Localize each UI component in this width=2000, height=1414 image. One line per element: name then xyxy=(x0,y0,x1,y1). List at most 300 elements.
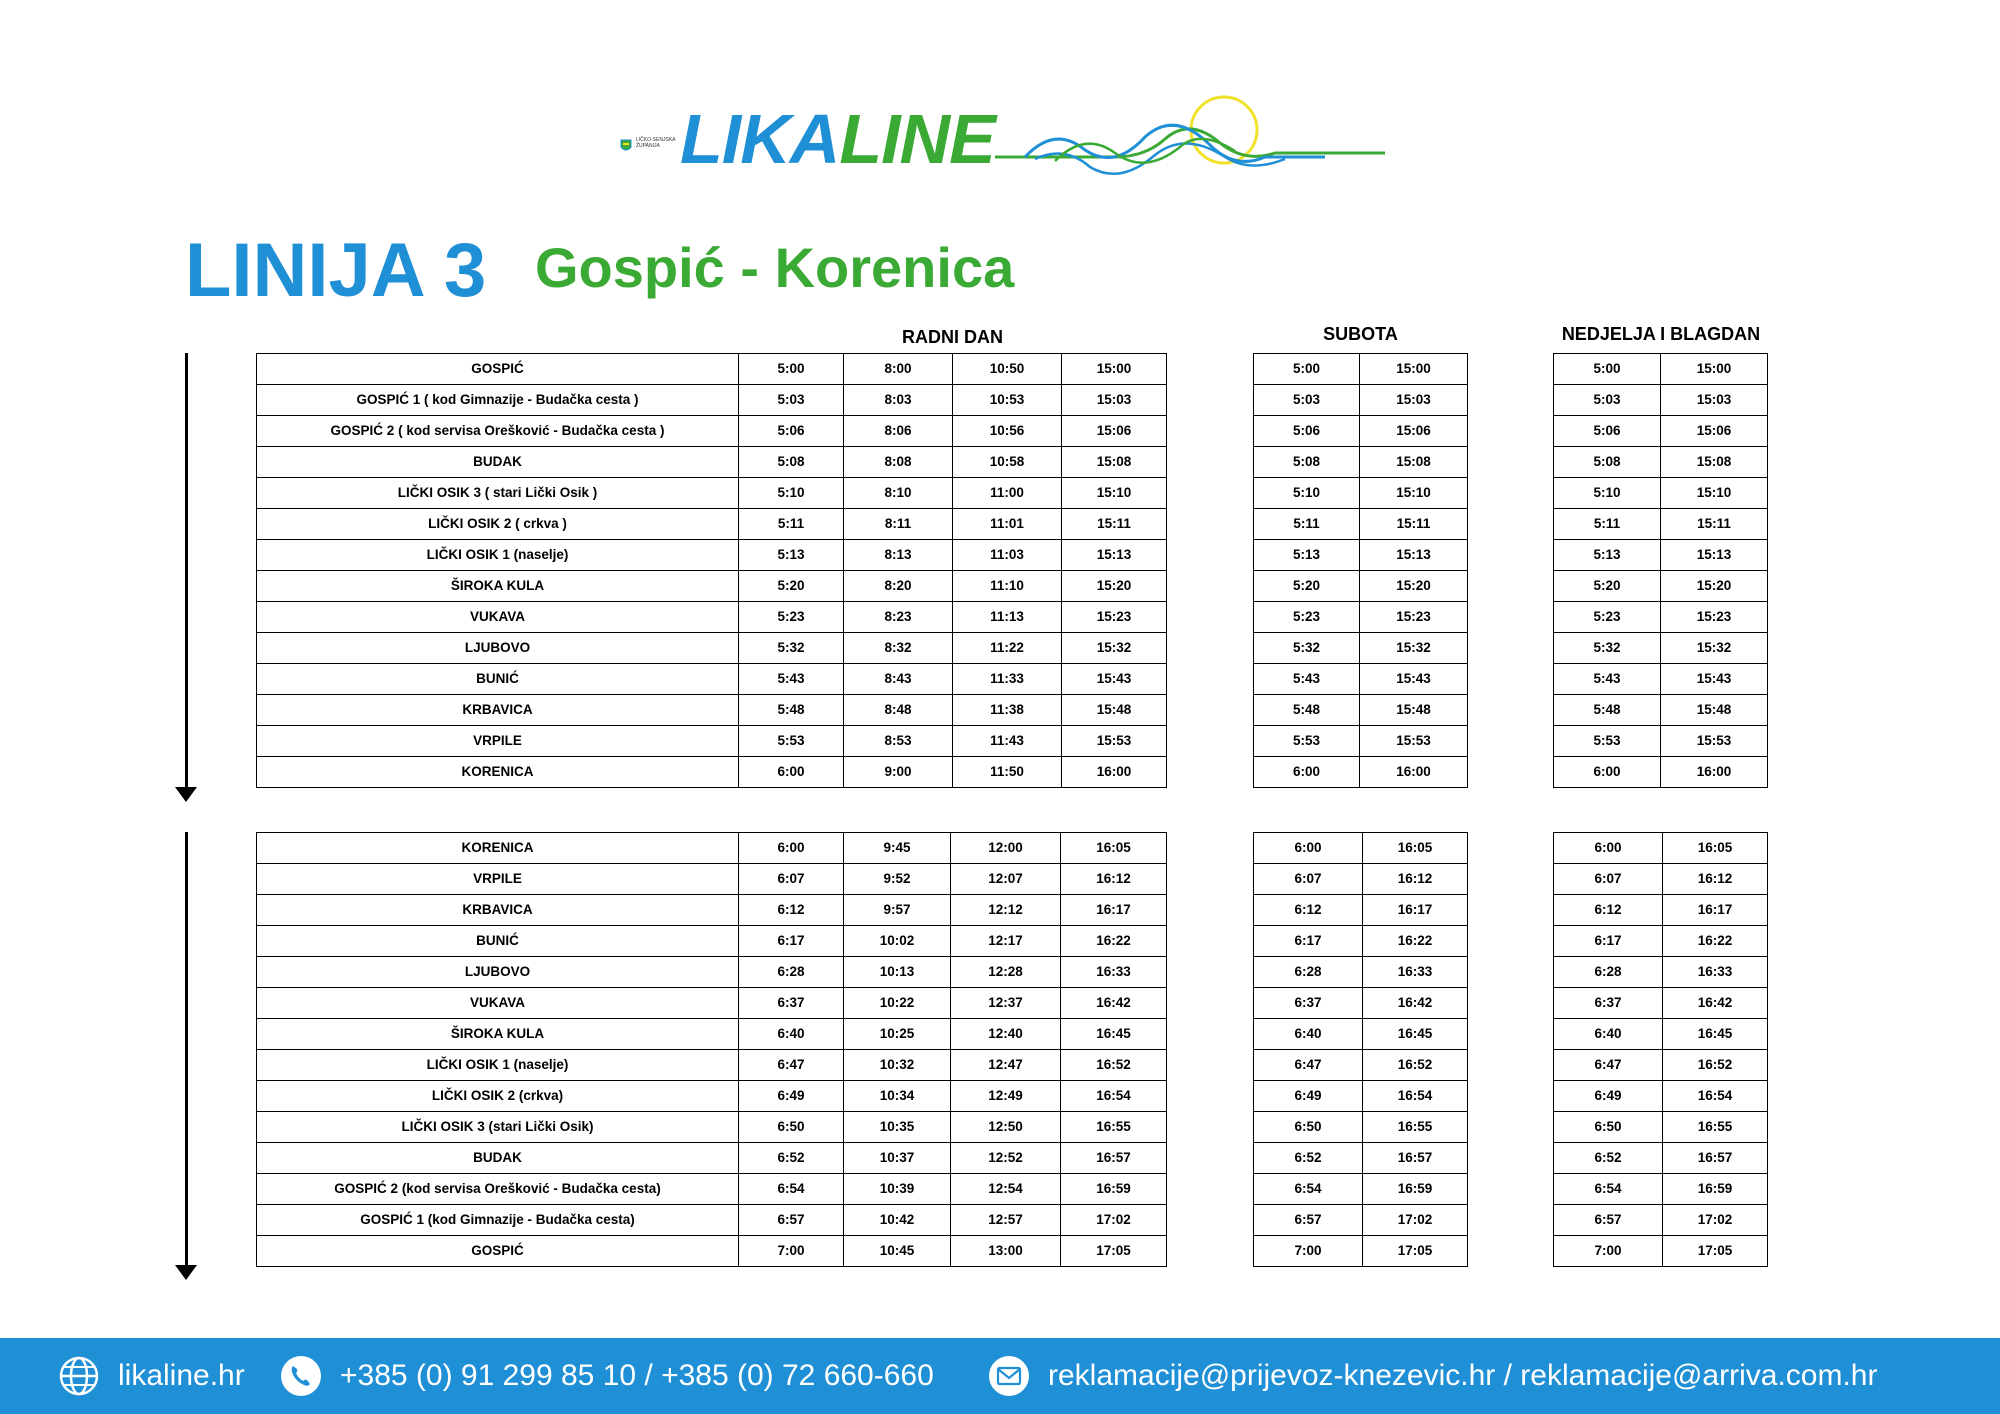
departure-time: 11:01 xyxy=(953,509,1062,540)
departure-time: 15:32 xyxy=(1360,633,1468,664)
departure-time: 10:35 xyxy=(844,1112,951,1143)
departure-time: 16:00 xyxy=(1661,757,1768,788)
departure-time: 6:00 xyxy=(1254,833,1363,864)
departure-time: 15:23 xyxy=(1062,602,1167,633)
departure-time: 16:54 xyxy=(1061,1081,1167,1112)
departure-time: 10:25 xyxy=(844,1019,951,1050)
table-row xyxy=(1554,988,1768,1019)
departure-time: 10:37 xyxy=(844,1143,951,1174)
table-row xyxy=(1254,447,1468,478)
stop-name: GOSPIĆ xyxy=(257,1236,739,1267)
stop-name: LIČKI OSIK 3 (stari Lički Osik) xyxy=(257,1112,739,1143)
departure-time: 12:28 xyxy=(951,957,1061,988)
departure-time: 16:22 xyxy=(1663,926,1768,957)
departure-time: 6:28 xyxy=(739,957,844,988)
table-row xyxy=(1554,1081,1768,1112)
departure-time: 12:47 xyxy=(951,1050,1061,1081)
table-row xyxy=(1554,926,1768,957)
arrow-head-outbound xyxy=(175,787,197,802)
table-row xyxy=(257,757,1167,788)
table-row xyxy=(1254,726,1468,757)
departure-time: 15:11 xyxy=(1360,509,1468,540)
departure-time: 12:57 xyxy=(951,1205,1061,1236)
departure-time: 8:23 xyxy=(844,602,953,633)
departure-time: 5:13 xyxy=(1554,540,1661,571)
table-row xyxy=(257,633,1167,664)
table-row xyxy=(1554,695,1768,726)
departure-time: 11:38 xyxy=(953,695,1062,726)
departure-time: 16:17 xyxy=(1663,895,1768,926)
brand-part-line: LINE xyxy=(839,100,995,178)
departure-time: 5:03 xyxy=(1254,385,1360,416)
departure-time: 8:32 xyxy=(844,633,953,664)
departure-time: 5:08 xyxy=(1254,447,1360,478)
departure-time: 11:13 xyxy=(953,602,1062,633)
departure-time: 17:05 xyxy=(1061,1236,1167,1267)
stop-name: BUDAK xyxy=(257,447,739,478)
departure-time: 16:42 xyxy=(1363,988,1468,1019)
departure-time: 15:13 xyxy=(1360,540,1468,571)
stop-name: LIČKI OSIK 1 (naselje) xyxy=(257,540,739,571)
stop-name: KRBAVICA xyxy=(257,895,739,926)
stop-name: KORENICA xyxy=(257,757,739,788)
table-row xyxy=(1254,988,1468,1019)
departure-time: 12:52 xyxy=(951,1143,1061,1174)
stop-name: LIČKI OSIK 1 (naselje) xyxy=(257,1050,739,1081)
departure-time: 15:03 xyxy=(1062,385,1167,416)
table-row xyxy=(1554,509,1768,540)
table-row xyxy=(1554,664,1768,695)
table-row xyxy=(1554,895,1768,926)
table-row xyxy=(257,1236,1167,1267)
departure-time: 15:00 xyxy=(1360,354,1468,385)
departure-time: 6:40 xyxy=(1254,1019,1363,1050)
departure-time: 5:20 xyxy=(1554,571,1661,602)
departure-time: 16:12 xyxy=(1061,864,1167,895)
departure-time: 16:57 xyxy=(1363,1143,1468,1174)
departure-time: 15:53 xyxy=(1661,726,1768,757)
departure-time: 16:52 xyxy=(1061,1050,1167,1081)
departure-time: 6:07 xyxy=(1254,864,1363,895)
table-row xyxy=(257,540,1167,571)
departure-time: 15:06 xyxy=(1360,416,1468,447)
departure-time: 10:50 xyxy=(953,354,1062,385)
departure-time: 16:00 xyxy=(1360,757,1468,788)
departure-time: 6:47 xyxy=(1554,1050,1663,1081)
table-row xyxy=(257,664,1167,695)
table-row xyxy=(257,447,1167,478)
stop-name: VRPILE xyxy=(257,864,739,895)
departure-time: 5:13 xyxy=(1254,540,1360,571)
departure-time: 6:47 xyxy=(739,1050,844,1081)
departure-time: 6:00 xyxy=(739,833,844,864)
departure-time: 15:20 xyxy=(1360,571,1468,602)
departure-time: 15:23 xyxy=(1661,602,1768,633)
departure-time: 16:17 xyxy=(1363,895,1468,926)
departure-time: 16:59 xyxy=(1061,1174,1167,1205)
departure-time: 15:10 xyxy=(1661,478,1768,509)
departure-time: 6:50 xyxy=(1254,1112,1363,1143)
table-row xyxy=(257,1050,1167,1081)
departure-time: 15:00 xyxy=(1062,354,1167,385)
footer-bar xyxy=(0,1338,2000,1414)
departure-time: 15:43 xyxy=(1661,664,1768,695)
departure-time: 7:00 xyxy=(739,1236,844,1267)
departure-time: 6:28 xyxy=(1254,957,1363,988)
departure-time: 15:10 xyxy=(1360,478,1468,509)
table-row xyxy=(1254,478,1468,509)
departure-time: 5:11 xyxy=(1254,509,1360,540)
departure-time: 16:42 xyxy=(1663,988,1768,1019)
departure-time: 5:48 xyxy=(1254,695,1360,726)
departure-time: 17:02 xyxy=(1663,1205,1768,1236)
departure-time: 16:45 xyxy=(1663,1019,1768,1050)
departure-time: 16:52 xyxy=(1363,1050,1468,1081)
departure-time: 7:00 xyxy=(1254,1236,1363,1267)
departure-time: 15:03 xyxy=(1661,385,1768,416)
departure-time: 16:33 xyxy=(1061,957,1167,988)
departure-time: 10:34 xyxy=(844,1081,951,1112)
footer-phones xyxy=(280,1338,934,1414)
departure-time: 5:48 xyxy=(1554,695,1661,726)
table-row xyxy=(1554,385,1768,416)
weekday-heading: RADNI DAN xyxy=(902,327,1003,347)
departure-time: 6:57 xyxy=(1554,1205,1663,1236)
sunday-heading: NEDJELJA I BLAGDAN xyxy=(1561,324,1761,344)
stop-name: BUNIĆ xyxy=(257,926,739,957)
mountain-waves-sun-icon xyxy=(995,95,1385,185)
table-row xyxy=(1254,1174,1468,1205)
departure-time: 6:40 xyxy=(739,1019,844,1050)
stop-name: LIČKI OSIK 3 ( stari Lički Osik ) xyxy=(257,478,739,509)
departure-time: 6:17 xyxy=(739,926,844,957)
departure-time: 16:55 xyxy=(1363,1112,1468,1143)
departure-time: 6:07 xyxy=(739,864,844,895)
table-row xyxy=(257,354,1167,385)
departure-time: 11:10 xyxy=(953,571,1062,602)
departure-time: 5:48 xyxy=(739,695,844,726)
crest-text: LIČKO-SENJSKA ŽUPANIJA xyxy=(636,137,676,149)
brand-part-lika: LIKA xyxy=(680,100,840,178)
table-row xyxy=(257,695,1167,726)
departure-time: 6:17 xyxy=(1554,926,1663,957)
table-row xyxy=(1254,416,1468,447)
phone-numbers: +385 (0) 91 299 85 10 / +385 (0) 72 660-660 xyxy=(340,1359,934,1392)
departure-time: 9:52 xyxy=(844,864,951,895)
departure-time: 5:11 xyxy=(1554,509,1661,540)
departure-time: 10:45 xyxy=(844,1236,951,1267)
departure-time: 6:17 xyxy=(1254,926,1363,957)
email-addresses[interactable]: reklamacije@prijevoz-knezevic.hr / reklamacije@arriva.com.hr xyxy=(1048,1359,1878,1392)
table-row xyxy=(1254,1205,1468,1236)
table-row xyxy=(257,926,1167,957)
departure-time: 6:47 xyxy=(1254,1050,1363,1081)
departure-time: 8:00 xyxy=(844,354,953,385)
table-row xyxy=(1554,1019,1768,1050)
table-row xyxy=(257,864,1167,895)
departure-time: 10:32 xyxy=(844,1050,951,1081)
table-row xyxy=(1554,602,1768,633)
departure-time: 16:59 xyxy=(1663,1174,1768,1205)
departure-time: 15:53 xyxy=(1360,726,1468,757)
table-row xyxy=(1254,633,1468,664)
table-row xyxy=(1554,1174,1768,1205)
stop-name: GOSPIĆ 1 ( kod Gimnazije - Budačka cesta ) xyxy=(257,385,739,416)
departure-time: 16:42 xyxy=(1061,988,1167,1019)
departure-time: 7:00 xyxy=(1554,1236,1663,1267)
departure-time: 12:07 xyxy=(951,864,1061,895)
departure-time: 16:22 xyxy=(1061,926,1167,957)
departure-time: 15:11 xyxy=(1062,509,1167,540)
stop-name: ŠIROKA KULA xyxy=(257,571,739,602)
departure-time: 5:23 xyxy=(739,602,844,633)
logo xyxy=(620,95,1390,185)
departure-time: 10:53 xyxy=(953,385,1062,416)
departure-time: 12:54 xyxy=(951,1174,1061,1205)
table-row xyxy=(1554,1112,1768,1143)
stop-name: ŠIROKA KULA xyxy=(257,1019,739,1050)
departure-time: 8:11 xyxy=(844,509,953,540)
departure-time: 6:37 xyxy=(739,988,844,1019)
departure-time: 15:00 xyxy=(1661,354,1768,385)
departure-time: 16:55 xyxy=(1663,1112,1768,1143)
stop-name: GOSPIĆ 1 (kod Gimnazije - Budačka cesta) xyxy=(257,1205,739,1236)
stop-name: LJUBOVO xyxy=(257,957,739,988)
table-row xyxy=(1254,895,1468,926)
departure-time: 15:43 xyxy=(1360,664,1468,695)
website-link[interactable]: likaline.hr xyxy=(118,1359,245,1392)
line-number: LINIJA 3 xyxy=(185,228,487,313)
departure-time: 16:59 xyxy=(1363,1174,1468,1205)
departure-time: 5:08 xyxy=(1554,447,1661,478)
departure-time: 15:20 xyxy=(1661,571,1768,602)
table-row xyxy=(1554,757,1768,788)
departure-time: 8:48 xyxy=(844,695,953,726)
table-row xyxy=(1254,354,1468,385)
stop-name: BUNIĆ xyxy=(257,664,739,695)
weekday-table-outbound xyxy=(256,353,1167,788)
departure-time: 15:23 xyxy=(1360,602,1468,633)
departure-time: 5:13 xyxy=(739,540,844,571)
stop-name: KRBAVICA xyxy=(257,695,739,726)
table-row xyxy=(1254,1050,1468,1081)
departure-time: 5:43 xyxy=(739,664,844,695)
departure-time: 16:33 xyxy=(1663,957,1768,988)
table-row xyxy=(1554,633,1768,664)
table-row xyxy=(257,988,1167,1019)
departure-time: 16:05 xyxy=(1363,833,1468,864)
departure-time: 6:54 xyxy=(1554,1174,1663,1205)
departure-time: 12:17 xyxy=(951,926,1061,957)
departure-time: 11:43 xyxy=(953,726,1062,757)
departure-time: 5:53 xyxy=(739,726,844,757)
departure-time: 6:00 xyxy=(739,757,844,788)
departure-time: 6:28 xyxy=(1554,957,1663,988)
departure-time: 5:10 xyxy=(1254,478,1360,509)
departure-time: 5:03 xyxy=(739,385,844,416)
departure-time: 15:06 xyxy=(1661,416,1768,447)
stop-name: GOSPIĆ 2 ( kod servisa Orešković - Budačka cesta ) xyxy=(257,416,739,447)
departure-time: 11:03 xyxy=(953,540,1062,571)
stop-name: VRPILE xyxy=(257,726,739,757)
departure-time: 15:32 xyxy=(1661,633,1768,664)
departure-time: 6:37 xyxy=(1554,988,1663,1019)
table-row xyxy=(1254,833,1468,864)
departure-time: 8:06 xyxy=(844,416,953,447)
stop-name: VUKAVA xyxy=(257,602,739,633)
departure-time: 6:00 xyxy=(1554,757,1661,788)
departure-time: 8:43 xyxy=(844,664,953,695)
departure-time: 6:12 xyxy=(1254,895,1363,926)
departure-time: 5:32 xyxy=(1554,633,1661,664)
departure-time: 17:05 xyxy=(1363,1236,1468,1267)
departure-time: 8:10 xyxy=(844,478,953,509)
departure-time: 6:40 xyxy=(1554,1019,1663,1050)
departure-time: 16:05 xyxy=(1061,833,1167,864)
departure-time: 15:08 xyxy=(1360,447,1468,478)
departure-time: 15:48 xyxy=(1360,695,1468,726)
stop-name: GOSPIĆ xyxy=(257,354,739,385)
stop-name: GOSPIĆ 2 (kod servisa Orešković - Budačka cesta) xyxy=(257,1174,739,1205)
table-row xyxy=(1254,695,1468,726)
saturday-table-outbound xyxy=(1253,353,1468,788)
arrow-head-return xyxy=(175,1265,197,1280)
table-row xyxy=(257,1081,1167,1112)
stop-name: LIČKI OSIK 2 ( crkva ) xyxy=(257,509,739,540)
departure-time: 9:57 xyxy=(844,895,951,926)
departure-time: 16:00 xyxy=(1062,757,1167,788)
departure-time: 5:06 xyxy=(1554,416,1661,447)
departure-time: 15:48 xyxy=(1062,695,1167,726)
table-row xyxy=(1254,385,1468,416)
table-row xyxy=(1554,1236,1768,1267)
departure-time: 16:54 xyxy=(1663,1081,1768,1112)
departure-time: 6:52 xyxy=(739,1143,844,1174)
departure-time: 11:22 xyxy=(953,633,1062,664)
departure-time: 5:32 xyxy=(739,633,844,664)
table-row xyxy=(257,478,1167,509)
departure-time: 16:54 xyxy=(1363,1081,1468,1112)
table-row xyxy=(1254,957,1468,988)
departure-time: 15:03 xyxy=(1360,385,1468,416)
departure-time: 15:43 xyxy=(1062,664,1167,695)
departure-time: 11:50 xyxy=(953,757,1062,788)
table-row xyxy=(1554,1050,1768,1081)
departure-time: 16:12 xyxy=(1363,864,1468,895)
departure-time: 6:00 xyxy=(1254,757,1360,788)
departure-time: 15:11 xyxy=(1661,509,1768,540)
departure-time: 15:13 xyxy=(1062,540,1167,571)
departure-time: 12:37 xyxy=(951,988,1061,1019)
table-row xyxy=(257,1205,1167,1236)
departure-time: 8:53 xyxy=(844,726,953,757)
departure-time: 10:13 xyxy=(844,957,951,988)
departure-time: 6:54 xyxy=(1254,1174,1363,1205)
table-row xyxy=(257,833,1167,864)
departure-time: 5:06 xyxy=(739,416,844,447)
departure-time: 5:00 xyxy=(739,354,844,385)
departure-time: 16:33 xyxy=(1363,957,1468,988)
table-row xyxy=(1254,757,1468,788)
departure-time: 16:12 xyxy=(1663,864,1768,895)
departure-time: 10:02 xyxy=(844,926,951,957)
departure-time: 5:23 xyxy=(1254,602,1360,633)
departure-time: 6:12 xyxy=(1554,895,1663,926)
table-row xyxy=(257,1143,1167,1174)
departure-time: 16:17 xyxy=(1061,895,1167,926)
departure-time: 6:12 xyxy=(739,895,844,926)
departure-time: 6:50 xyxy=(1554,1112,1663,1143)
departure-time: 10:42 xyxy=(844,1205,951,1236)
direction-arrow-outbound xyxy=(185,353,188,787)
table-row xyxy=(1254,509,1468,540)
departure-time: 12:00 xyxy=(951,833,1061,864)
table-row xyxy=(1254,864,1468,895)
table-row xyxy=(1554,354,1768,385)
departure-time: 17:02 xyxy=(1363,1205,1468,1236)
table-row xyxy=(1254,1081,1468,1112)
table-row xyxy=(257,1174,1167,1205)
saturday-table-return xyxy=(1253,832,1468,1267)
table-row xyxy=(1254,1019,1468,1050)
footer-website[interactable] xyxy=(58,1338,245,1414)
table-row xyxy=(1554,447,1768,478)
departure-time: 5:32 xyxy=(1254,633,1360,664)
departure-time: 10:22 xyxy=(844,988,951,1019)
table-row xyxy=(1254,1112,1468,1143)
departure-time: 6:50 xyxy=(739,1112,844,1143)
direction-arrow-return xyxy=(185,832,188,1265)
table-row xyxy=(1254,1236,1468,1267)
stop-name: KORENICA xyxy=(257,833,739,864)
departure-time: 6:54 xyxy=(739,1174,844,1205)
departure-time: 5:53 xyxy=(1254,726,1360,757)
departure-time: 5:11 xyxy=(739,509,844,540)
departure-time: 11:33 xyxy=(953,664,1062,695)
table-row xyxy=(1554,864,1768,895)
table-row xyxy=(1254,926,1468,957)
departure-time: 6:57 xyxy=(739,1205,844,1236)
departure-time: 10:58 xyxy=(953,447,1062,478)
table-row xyxy=(257,416,1167,447)
departure-time: 16:45 xyxy=(1061,1019,1167,1050)
table-row xyxy=(1554,726,1768,757)
departure-time: 6:37 xyxy=(1254,988,1363,1019)
departure-time: 5:20 xyxy=(739,571,844,602)
sunday-table-outbound xyxy=(1553,353,1768,788)
departure-time: 5:43 xyxy=(1554,664,1661,695)
departure-time: 12:50 xyxy=(951,1112,1061,1143)
departure-time: 5:00 xyxy=(1254,354,1360,385)
departure-time: 6:57 xyxy=(1254,1205,1363,1236)
departure-time: 10:56 xyxy=(953,416,1062,447)
sunday-table-return xyxy=(1553,832,1768,1267)
table-row xyxy=(257,957,1167,988)
departure-time: 8:08 xyxy=(844,447,953,478)
table-row xyxy=(1554,957,1768,988)
weekday-table-return xyxy=(256,832,1167,1267)
footer-emails xyxy=(988,1338,1877,1414)
departure-time: 16:57 xyxy=(1663,1143,1768,1174)
county-crest-icon xyxy=(620,139,632,153)
departure-time: 6:52 xyxy=(1254,1143,1363,1174)
phone-icon xyxy=(280,1355,322,1397)
departure-time: 6:07 xyxy=(1554,864,1663,895)
table-row xyxy=(1254,571,1468,602)
departure-time: 15:08 xyxy=(1661,447,1768,478)
table-row xyxy=(1554,540,1768,571)
departure-time: 17:05 xyxy=(1663,1236,1768,1267)
